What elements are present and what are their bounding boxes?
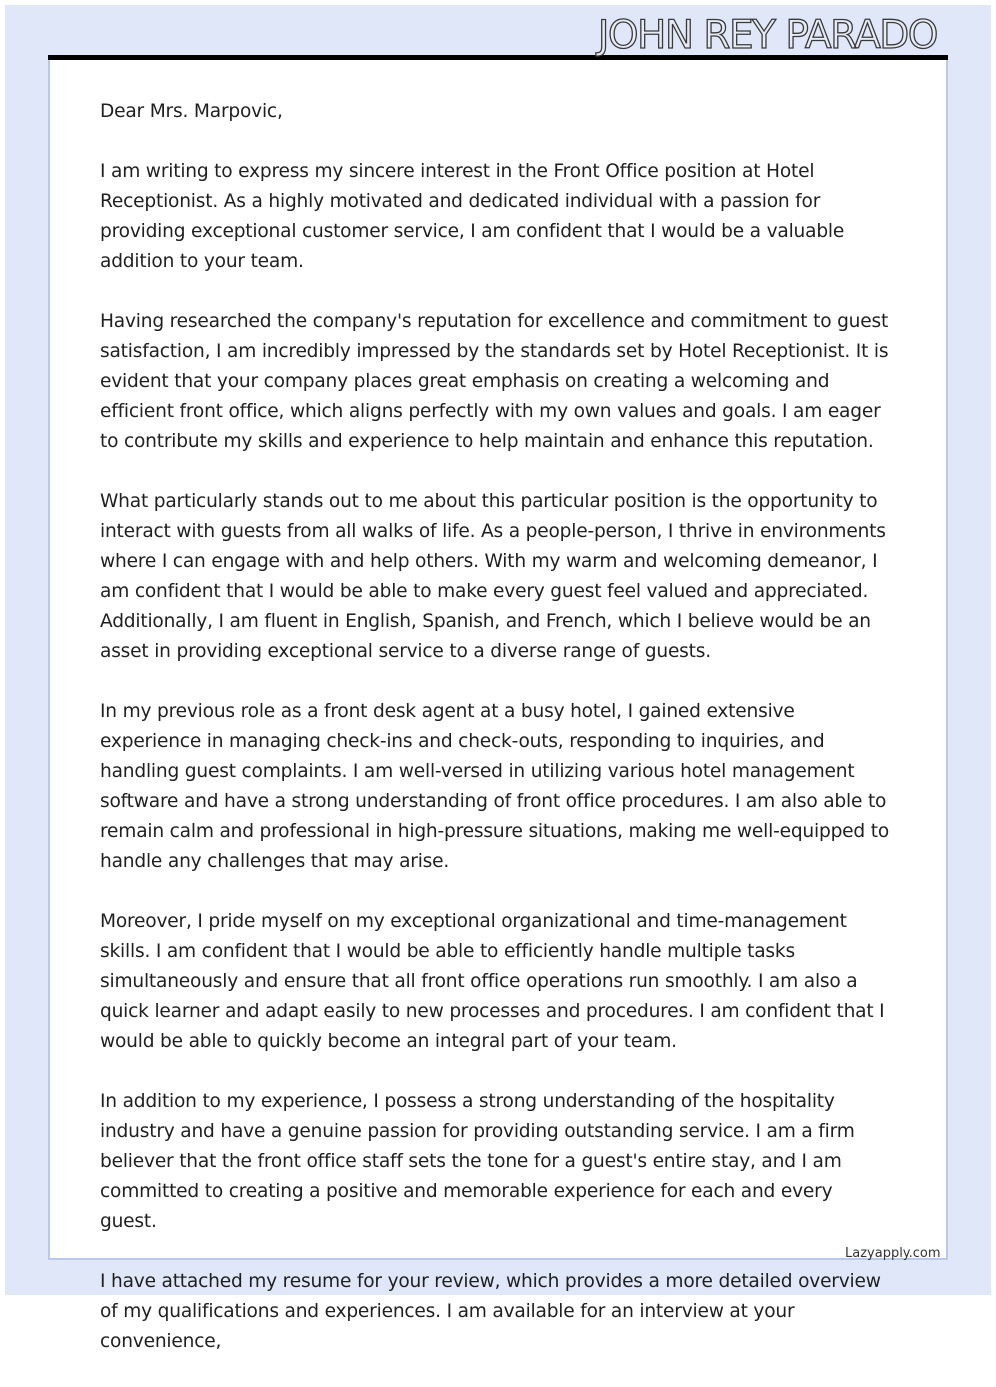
applicant-name: JOHN REY PARADO: [597, 13, 937, 58]
paragraph-organizational-skills: Moreover, I pride myself on my exceptional organizational and time-management skills. I am confident that I would be able to efficiently handle multiple tasks simultaneously and ensure that all front office operations run smoothly. I am also a quick learner and adapt easily to new processes and procedures. I am confident that I would be able to quickly become an integral part of your team.: [100, 911, 885, 1052]
paragraph-intro: I am writing to express my sincere interest in the Front Office position at Hotel Receptionist. As a highly motivated and dedicated individual with a passion for providing exceptional customer service, I am confident that I would be a valuable addition to your team.: [100, 161, 845, 272]
salutation: Dear Mrs. Marpovic,: [100, 101, 283, 122]
paragraph-closing: I have attached my resume for your review, which provides a more detailed overview of my qualifications and experiences. I am available for an interview at your convenience,: [100, 1271, 881, 1352]
lazyapply-watermark: Lazyapply.com: [845, 1246, 941, 1261]
paragraph-hospitality-passion: In addition to my experience, I possess a strong understanding of the hospitality industry and have a genuine passion for providing outstanding service. I am a firm believer that the front office staff sets the tone for a guest's entire stay, and I am committed to creating a positive and memorable experience for each and every guest.: [100, 1091, 855, 1232]
paragraph-guest-interaction: What particularly stands out to me about this particular position is the opportunity to interact with guests from all walks of life. As a people-person, I thrive in environments where I can engage with and help others. With my warm and welcoming demeanor, I am confident that I would be able to make every guest feel valued and appreciated. Additionally, I am fluent in English, Spanish, and French, which I believe would be an asset in providing exceptional service to a diverse range of guests.: [100, 491, 886, 662]
paragraph-company-research: Having researched the company's reputation for excellence and commitment to guest satisfaction, I am incredibly impressed by the standards set by Hotel Receptionist. It is evident that your company places great emphasis on creating a welcoming and efficient front office, which aligns perfectly with my own values and goals. I am eager to contribute my skills and experience to help maintain and enhance this reputation.: [100, 311, 889, 452]
paragraph-previous-role: In my previous role as a front desk agent at a busy hotel, I gained extensive experience in managing check-ins and check-outs, responding to inquiries, and handling guest complaints. I am well-versed in utilizing various hotel management software and have a strong understanding of front office procedures. I am also able to remain calm and professional in high-pressure situations, making me well-equipped to handle any challenges that may arise.: [100, 701, 889, 872]
cover-letter-body: [100, 97, 892, 1387]
